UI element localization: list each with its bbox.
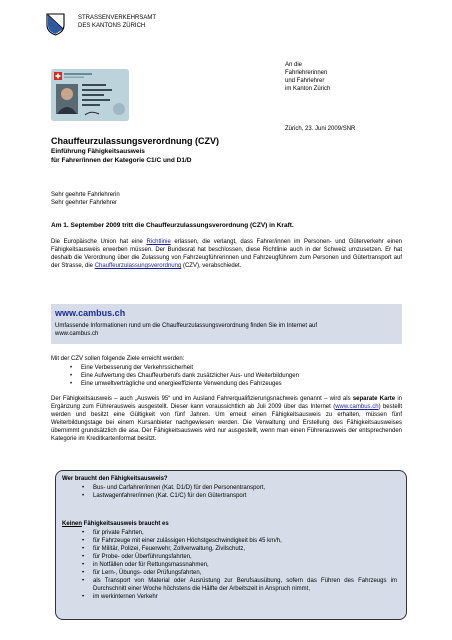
requirements-box — [55, 470, 407, 620]
greeting-line: Sehr geehrter Fahrlehrer — [51, 200, 118, 206]
ausweis-paragraph: Der Fähigkeitsausweis – auch „Ausweis 95“ und im Ausland Fahrerqualifizierungsnachweis genannt – wird als separate Karte in Ergänzung zum Führerausweis ausgestellt. Dieser kann voraussichtlich ab Juli 2009 über das Internet (www.cambus.ch) bestellt werden und besitzt eine Gültigkeit von fünf Jahren. Um erneut einen Fähigkeitsausweis zu erhalten, müssen fünf Weiterbildungstage bei einem Kursanbieter nachgewiesen werden. Die Verwaltung und Erstellung des Fähigkeitsausweises übernimmt grundsätzlich die asa. Der Fähigkeitsausweis wird nur ausgestellt, wenn man einen Führerausweis der entsprechenden Kategorie im Kreditkartenformat besitzt. — [51, 396, 402, 442]
recipient-line: Fahrlehrerinnen — [285, 70, 328, 76]
recipient-address — [285, 61, 330, 93]
list-item: • Eine umweltverträgliche und energieeffiziente Verwendung des Fahrzeuges — [63, 380, 299, 388]
list-item: • für Fahrzeuge mit einer zulässigen Höchstgeschwindigkeit bis 45 km/h, — [75, 537, 397, 545]
list-item: • für Probe- oder Überführungsfahrten, — [75, 553, 397, 561]
zurich-coat-of-arms-icon — [46, 13, 65, 36]
list-item: • in Notfällen oder für Rettungsmassnahmen, — [75, 561, 397, 569]
greeting — [51, 191, 120, 207]
office-name — [78, 14, 156, 30]
office-line-2: DES KANTONS ZÜRICH — [78, 23, 146, 29]
office-line-1: STRASSENVERKEHRSAMT — [78, 15, 157, 21]
document-title: Chauffeurzulassungsverordnung (CZV) — [51, 136, 220, 146]
list-item: • Bus- und Carfahrer/innen (Kat. D1/D) für den Personentransport, — [75, 484, 265, 492]
recipient-line: An die — [285, 62, 303, 68]
greeting-line: Sehr geehrte Fahrlehrerin — [51, 192, 120, 198]
cambus-info-box — [51, 304, 402, 344]
cambus-link[interactable]: www.cambus.ch — [335, 404, 379, 410]
list-item: • als Transport von Material oder Ausrüstung zur Berufsausübung, sofern das Führen des Fahrzeugs im Durchschnitt einer Woche höchstens die Hälfte der Arbeitszeit in Anspruch nimmt, — [75, 577, 397, 593]
cambus-text: Umfassende Informationen rund um die Chauffeurzulassungsverordnung finden Sie im Internet auf www.cambus.ch — [55, 322, 399, 338]
list-item: • Eine Aufwertung des Chauffeurberufs dank zusätzlicher Aus- und Weiterbildungen — [63, 372, 299, 380]
list-item: • für private Fahrten, — [75, 529, 397, 537]
recipient-line: und Fahrlehrer — [285, 78, 325, 84]
intro-statement: Am 1. September 2009 tritt die Chauffeurzulassungsverordnung (CZV) in Kraft. — [51, 222, 294, 229]
list-item: • Lastwagenfahrer/innen (Kat. C1/C) für den Gütertransport — [75, 492, 265, 500]
list-item: • im werkinternen Verkehr — [75, 593, 397, 601]
cambus-heading[interactable]: www.cambus.ch — [55, 308, 126, 318]
intro-paragraph: Die Europäische Union hat eine Richtlinie erlassen, die verlangt, dass Fahrer/innen im Personen- und Güterverkehr einen Fähigkeitsausweis erwerben müssen. Der Bundesrat hat beschlossen, diese Richtlinie auch in der Schweiz umzusetzen. Er hat deshalb die Verordnung über die Zulassung von Fahrzeugführerinnen und Fahrzeugführern zum Personen und Gütertransport auf der Strasse, die Chauffeurzulassungsverordnung (CZV), verabschiedet. — [51, 239, 402, 269]
goals-list — [63, 364, 299, 388]
not-needed-heading: Keinen Fähigkeitsausweis braucht es — [62, 521, 169, 527]
list-item: • Eine Verbesserung der Verkehrssicherheit — [63, 364, 299, 372]
cambus-url[interactable]: www.cambus.ch — [55, 331, 99, 337]
driver-license-card-image — [51, 69, 129, 121]
not-needed-list — [75, 529, 397, 601]
richtlinie-link[interactable]: Richtlinie — [146, 239, 171, 245]
goals-intro: Mit der CZV sollen folgende Ziele erreicht werden: — [51, 356, 185, 362]
czv-link[interactable]: Chauffeurzulassungsverordnung — [94, 263, 182, 269]
document-subtitle-2: für Fahrer/innen der Kategorie C1/C und D1/D — [51, 157, 192, 164]
who-needs-list — [75, 484, 265, 500]
document-subtitle-1: Einführung Fähigkeitsausweis — [51, 148, 145, 155]
list-item: • für Lern-, Übungs- oder Prüfungsfahrten, — [75, 569, 397, 577]
date-reference: Zürich, 23. Juni 2009/SNR — [285, 126, 356, 132]
who-needs-heading: Wer braucht den Fähigkeitsausweis? — [62, 476, 168, 482]
recipient-line: im Kanton Zürich — [285, 86, 331, 92]
list-item: • für Militär, Polizei, Feuerwehr, Zollverwaltung, Zivilschutz, — [75, 545, 397, 553]
